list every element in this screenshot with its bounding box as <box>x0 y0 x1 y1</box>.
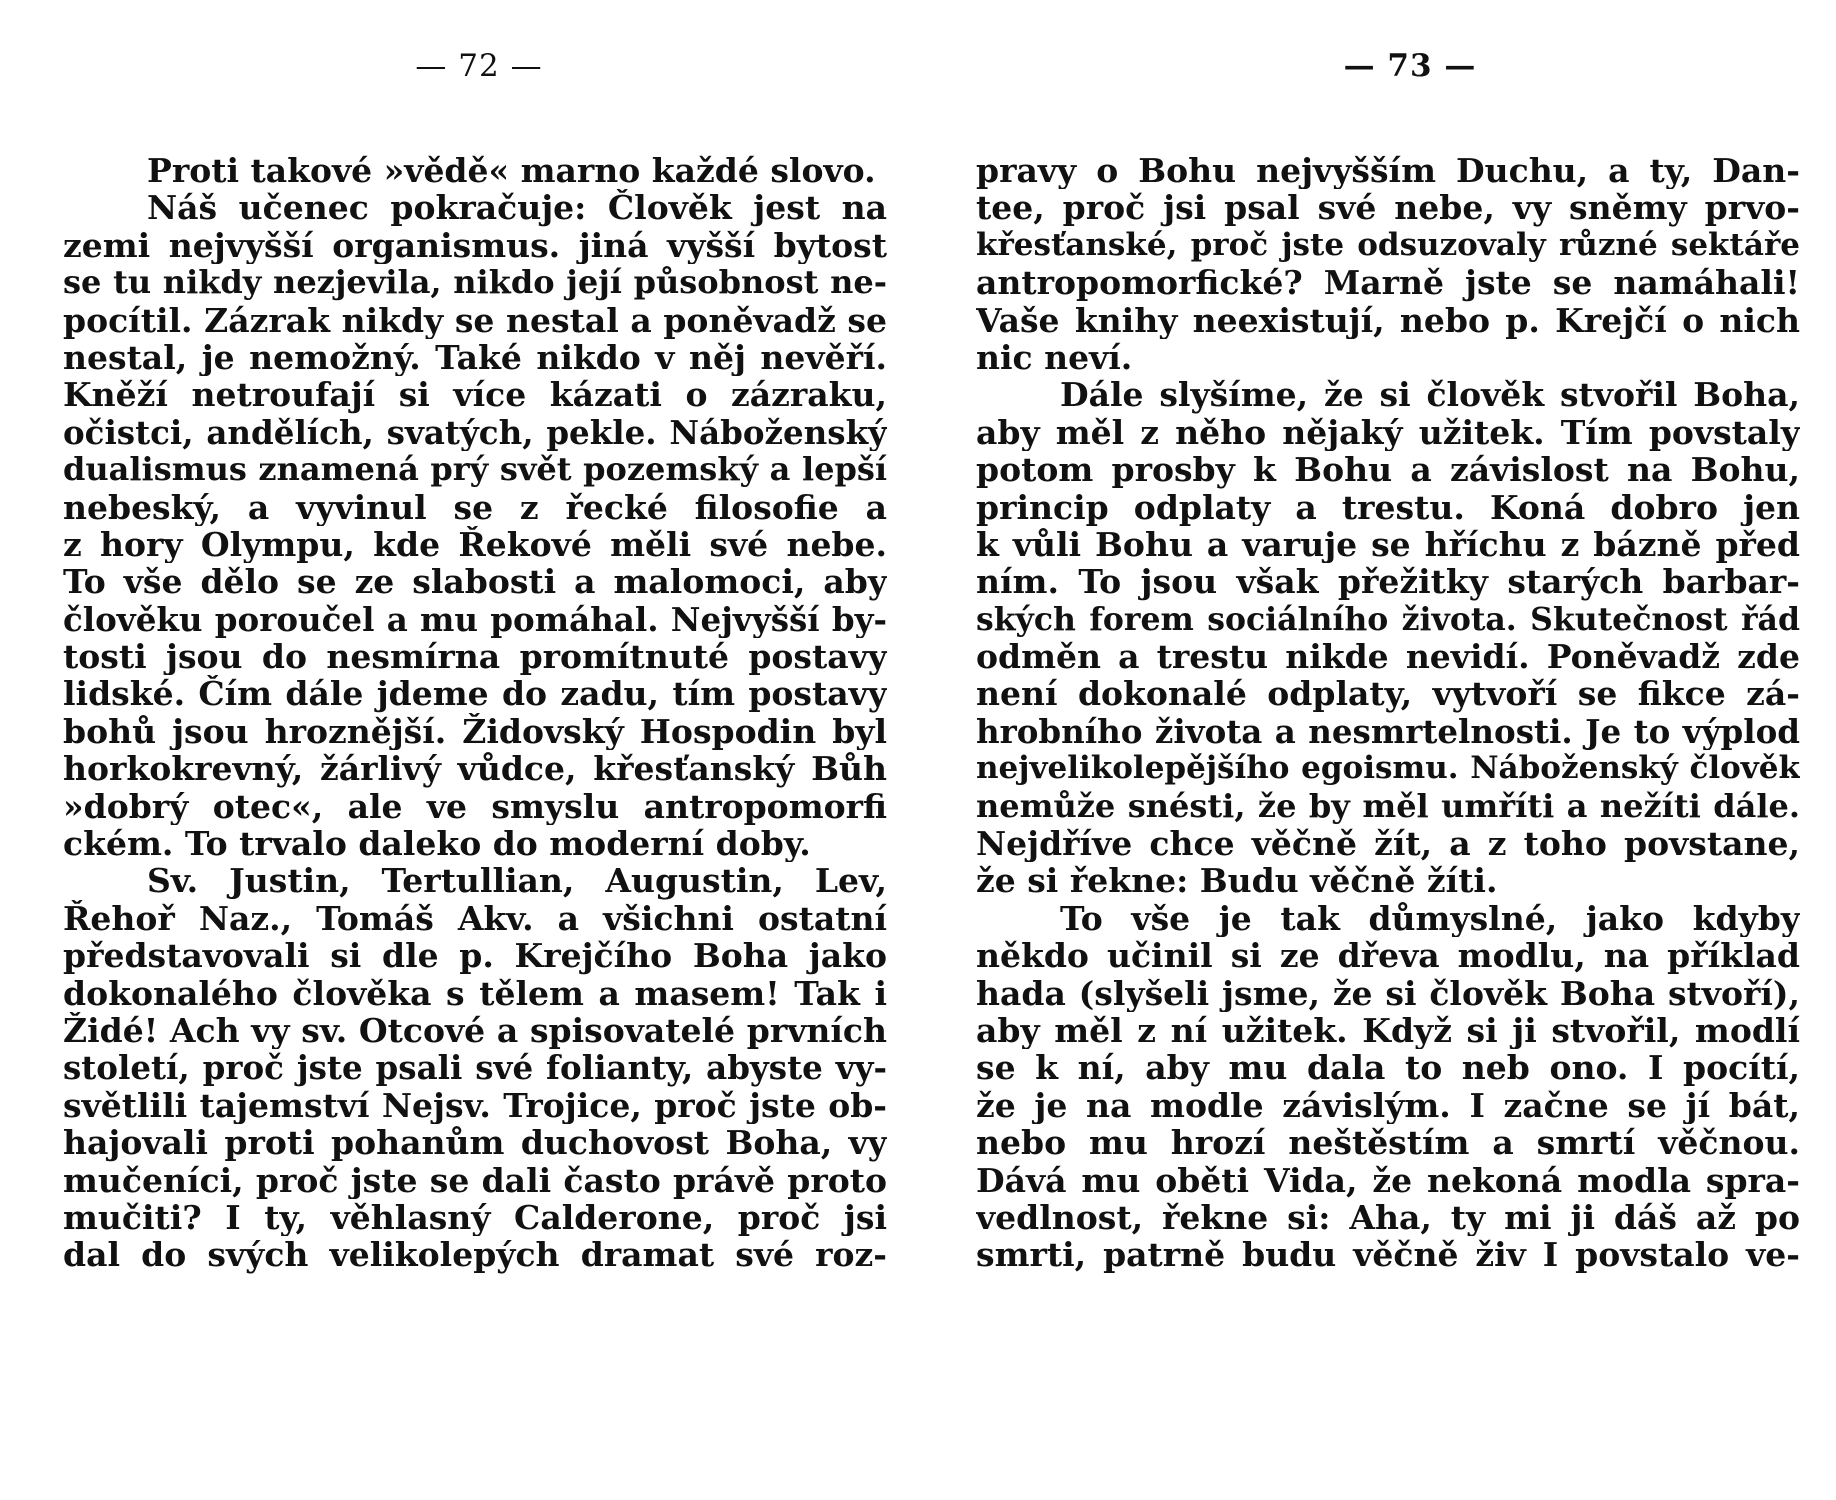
left-page-text <box>63 152 887 1274</box>
text-line: »dobrý otec«, ale ve smyslu antropomorfi <box>63 787 887 826</box>
text-line: Náš učenec pokračuje: Člověk jest na <box>147 189 887 227</box>
text-line: očistci, andělích, svatých, pekle. Náboženský <box>63 413 887 452</box>
text-line: se tu nikdy nezjevila, nikdo její působnost ne- <box>63 264 887 302</box>
text-line: aby měl z něho nějaký užitek. Tím povstaly <box>976 413 1800 452</box>
text-line: pocítil. Zázrak nikdy se nestal a poněvadž se <box>63 301 887 339</box>
text-line: nestal, je nemožný. Také nikdo v něj nevěří. <box>63 338 887 377</box>
right-page-text <box>976 152 1800 1274</box>
text-line: bohů jsou hroznější. Židovský Hospodin byl <box>63 712 887 751</box>
text-line: nic neví. <box>976 338 1133 377</box>
text-line: k vůli Bohu a varuje se hříchu z bázně před <box>976 525 1800 564</box>
text-line: se k ní, aby mu dala to neb ono. I pocítí, <box>976 1049 1800 1087</box>
page-number-left: — 72 — <box>415 48 543 84</box>
text-line: smrti, patrně budu věčně živ I povstalo ve- <box>976 1236 1800 1274</box>
text-line: antropomorfické? Marně jste se namáhali! <box>976 264 1800 302</box>
text-line: někdo učinil si ze dřeva modlu, na příklad <box>976 937 1800 975</box>
text-line: Proti takové »vědě« marno každé slovo. <box>147 152 876 190</box>
text-line: dualismus znamená prý svět pozemský a lepší <box>63 451 887 489</box>
text-line: princip odplaty a trestu. Koná dobro jen <box>976 488 1800 526</box>
text-line: ckém. To trvalo daleko do moderní doby. <box>63 825 811 863</box>
text-line: zemi nejvyšší organismus. jiná vyšší bytost <box>63 226 887 265</box>
left-page <box>63 0 887 1500</box>
text-line: hada (slyšeli jsme, že si člověk Boha stvoří), <box>976 974 1800 1012</box>
text-line: pravy o Bohu nejvyšším Duchu, a ty, Dan- <box>976 152 1800 190</box>
text-line: aby měl z ní užitek. Když si ji stvořil, modlí <box>976 1011 1800 1050</box>
text-line: nebeský, a vyvinul se z řecké filosofie a <box>63 488 887 526</box>
text-line: století, proč jste psali své folianty, abyste vy- <box>63 1049 887 1087</box>
text-line: nemůže snésti, že by měl umříti a nežíti dále. <box>976 787 1800 825</box>
text-line: To vše je tak důmyslné, jako kdyby <box>1060 899 1800 938</box>
text-line: Sv. Justin, Tertullian, Augustin, Lev, <box>147 862 887 900</box>
text-line: představovali si dle p. Krejčího Boha jako <box>63 937 887 975</box>
text-line: lidské. Čím dále jdeme do zadu, tím postavy <box>63 675 887 713</box>
text-line: nejvelikolepějšího egoismu. Náboženský člověk <box>976 750 1800 787</box>
text-line: odměn a trestu nikde nevidí. Poněvadž zde <box>976 638 1800 676</box>
text-line: Vaše knihy neexistují, nebo p. Krejčí o nich <box>976 301 1800 339</box>
text-line: horkokrevný, žárlivý vůdce, křesťanský Bůh <box>63 750 887 788</box>
text-line: že si řekne: Budu věčně žíti. <box>976 862 1498 900</box>
text-line: dal do svých velikolepých dramat své roz- <box>63 1236 887 1274</box>
page-number-right: — 73 — <box>1343 48 1477 84</box>
text-line: Židé! Ach vy sv. Otcové a spisovatelé prvních <box>63 1011 887 1050</box>
text-line: člověku poroučel a mu pomáhal. Nejvyšší by- <box>63 600 887 639</box>
text-line: nebo mu hrozí neštěstím a smrtí věčnou. <box>976 1124 1800 1162</box>
text-line: mučiti? I ty, věhlasný Calderone, proč jsi <box>63 1198 887 1237</box>
text-line: hajovali proti pohanům duchovost Boha, vy <box>63 1124 887 1162</box>
text-line: Dává mu oběti Vida, že nekoná modla spra- <box>976 1161 1800 1199</box>
text-line: Řehoř Naz., Tomáš Akv. a všichni ostatní <box>63 899 887 938</box>
text-line: tosti jsou do nesmírna promítnuté postavy <box>63 638 887 676</box>
text-line: dokonalého člověka s tělem a masem! Tak i <box>63 974 887 1012</box>
text-line: mučeníci, proč jste se dali často právě proto <box>63 1161 887 1199</box>
text-line: Dále slyšíme, že si člověk stvořil Boha, <box>1060 376 1800 414</box>
text-line: hrobního života a nesmrtelnosti. Je to výplod <box>976 712 1800 751</box>
text-line: tee, proč jsi psal své nebe, vy sněmy prvo- <box>976 189 1800 227</box>
text-line: z hory Olympu, kde Řekové měli své nebe. <box>63 525 887 564</box>
text-line: Kněží netroufají si více kázati o zázraku, <box>63 376 887 414</box>
text-line: že je na modle závislým. I začne se jí bát, <box>976 1086 1800 1125</box>
text-line: Nejdříve chce věčně žít, a z toho povstane, <box>976 825 1800 863</box>
text-line: vedlnost, řekne si: Aha, ty mi ji dáš až po <box>976 1198 1800 1237</box>
text-line: ských forem sociálního života. Skutečnost řád <box>976 600 1800 638</box>
text-line: potom prosby k Bohu a závislost na Bohu, <box>976 451 1800 489</box>
text-line: To vše dělo se ze slabosti a malomoci, aby <box>63 563 887 601</box>
right-page <box>976 0 1800 1500</box>
text-line: ním. To jsou však přežitky starých barbar- <box>976 563 1800 601</box>
text-line: světlili tajemství Nejsv. Trojice, proč jste ob- <box>63 1086 887 1125</box>
text-line: není dokonalé odplaty, vytvoří se fikce zá- <box>976 675 1800 713</box>
text-line: křesťanské, proč jste odsuzovaly různé sektáře <box>976 226 1800 263</box>
